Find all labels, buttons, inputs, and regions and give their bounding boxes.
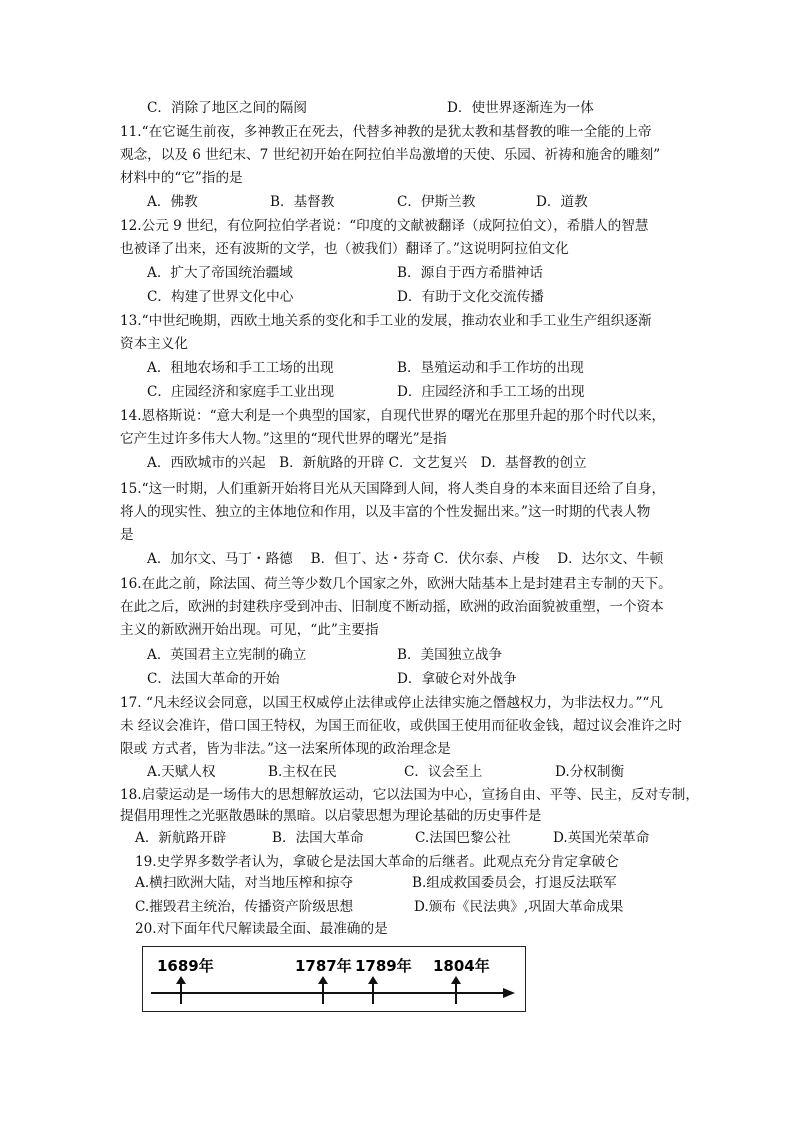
timeline-diagram xyxy=(142,946,526,1012)
timeline-marker-1689 xyxy=(157,957,214,1004)
q16-stem-line-2: 在此之后，欧洲的封建秩序受到冲击、旧制度不断动摇，欧洲的政治面貌被重塑，一个资本 xyxy=(120,599,664,615)
timeline-year-1787: 1787年 xyxy=(295,957,352,975)
q18-stem-line-2: 提倡用理性之光驱散愚昧的黑暗。以启蒙思想为理论基础的历史事件是 xyxy=(120,808,542,824)
q19-option-d: D.颁布《民法典》,巩固大革命成果 xyxy=(414,899,624,915)
q13-option-b: B．垦殖运动和手工作坊的出现 xyxy=(397,360,584,376)
q15-options: A．加尔文、马丁・路德 B．但丁、达・芬奇 C．伏尔泰、卢梭 D．达尔文、牛顿 xyxy=(147,551,664,567)
q11-stem-line-1: 11.“在它诞生前夜，多神教正在死去，代替多神教的是犹太教和基督教的唯一全能的上帝 xyxy=(120,124,652,140)
timeline-marker-1804 xyxy=(433,957,490,1004)
q13-stem-line-1: 13.“中世纪晚期，西欧土地关系的变化和手工业的发展，推动农业和手工业生产组织逐渐 xyxy=(120,313,652,329)
q14-stem-line-2: 它产生过许多伟大人物。”这里的“现代世界的曙光”是指 xyxy=(120,431,447,447)
timeline-year-1804: 1804年 xyxy=(433,957,490,975)
q17-option-b: B.主权在民 xyxy=(268,764,337,780)
q11-option-a: A．佛教 xyxy=(147,194,198,210)
q11-stem-line-2: 观念，以及 6 世纪末、7 世纪初开始在阿拉伯半岛激增的天使、乐园、祈祷和施舍的雕刻” xyxy=(120,147,661,163)
q19-option-b: B.组成救国委员会，打退反法联军 xyxy=(412,875,617,891)
q17-stem-line-3: 限或 方式者，皆为非法。”这一法案所体现的政治理念是 xyxy=(120,741,451,757)
q18-option-d: D.英国光荣革命 xyxy=(553,830,650,846)
q18-option-b: B．法国大革命 xyxy=(272,830,364,846)
q17-option-a: A.天赋人权 xyxy=(147,764,216,780)
q16-option-b: B．美国独立战争 xyxy=(397,647,503,663)
q11-option-c: C．伊斯兰教 xyxy=(397,194,476,210)
q13-option-d: D．庄园经济和手工工场的出现 xyxy=(397,384,585,400)
q13-option-c: C．庄园经济和家庭手工业出现 xyxy=(147,384,335,400)
q18-option-a: A．新航路开辟 xyxy=(135,830,227,846)
q12-option-b: B．源自于西方希腊神话 xyxy=(397,265,543,281)
timeline-marker-1789 xyxy=(355,957,412,1004)
q10-option-c: C．消除了地区之间的隔阂 xyxy=(147,100,307,116)
q20-stem-line-1: 20.对下面年代尺解读最全面、最准确的是 xyxy=(135,921,388,937)
q17-option-c: C．议会至上 xyxy=(404,764,483,780)
q18-stem-line-1: 18.启蒙运动是一场伟大的思想解放运动，它以法国为中心，宣扬自由、平等、民主，反对专制， xyxy=(120,787,699,803)
q11-option-b: B．基督教 xyxy=(270,194,335,210)
q12-option-c: C．构建了世界文化中心 xyxy=(147,289,294,305)
q15-stem-line-1: 15.“这一时期，人们重新开始将目光从天国降到人间，将人类自身的本来面目还给了自身， xyxy=(120,481,666,497)
q15-stem-line-3: 是 xyxy=(120,527,134,543)
timeline-axis-arrowhead xyxy=(503,988,515,998)
q16-option-c: C．法国大革命的开始 xyxy=(147,671,280,687)
q14-stem-line-1: 14.恩格斯说：“意大利是一个典型的国家，自现代世界的曙光在那里升起的那个时代以来， xyxy=(120,408,666,424)
q11-option-d: D．道教 xyxy=(536,194,588,210)
q17-option-d: D.分权制衡 xyxy=(555,764,625,780)
q10-option-d: D．使世界逐渐连为一体 xyxy=(447,100,594,116)
q12-stem-line-1: 12.公元 9 世纪，有位阿拉伯学者说：“印度的文献被翻译（成阿拉伯文），希腊人的智慧 xyxy=(120,218,649,234)
q13-option-a: A．租地农场和手工工场的出现 xyxy=(147,360,334,376)
q17-stem-line-2: 未 经议会准许，借口国王特权，为国王而征收，或供国王使用而征收金钱，超过议会准许之时 xyxy=(120,718,682,734)
q12-option-d: D．有助于文化交流传播 xyxy=(397,289,544,305)
timeline-svg xyxy=(143,947,527,1013)
q16-stem-line-1: 16.在此之前，除法国、荷兰等少数几个国家之外，欧洲大陆基本上是封建君主专制的天下。 xyxy=(120,576,672,592)
q14-options: A．西欧城市的兴起 B．新航路的开辟 C．文艺复兴 D．基督教的创立 xyxy=(147,455,587,471)
q12-stem-line-2: 也被译了出来，还有波斯的文学，也（被我们）翻译了。”这说明阿拉伯文化 xyxy=(120,241,569,257)
q11-stem-line-3: 材料中的“它”指的是 xyxy=(120,170,243,186)
q18-option-c: C.法国巴黎公社 xyxy=(415,830,511,846)
timeline-marker-1787 xyxy=(295,957,352,1004)
timeline-year-1789: 1789年 xyxy=(355,957,412,975)
q16-stem-line-3: 主义的新欧洲开始出现。可见，“此”主要指 xyxy=(120,622,379,638)
q17-stem-line-1: 17. “凡未经议会同意，以国王权威停止法律或停止法律实施之僭越权力，为非法权力。”“凡 xyxy=(120,695,663,711)
q16-option-d: D．拿破仑对外战争 xyxy=(397,671,517,687)
timeline-year-1689: 1689年 xyxy=(157,957,214,975)
q12-option-a: A．扩大了帝国统治疆域 xyxy=(147,265,293,281)
q13-stem-line-2: 资本主义化 xyxy=(120,336,188,352)
q19-option-a: A.横扫欧洲大陆，对当地压榨和掠夺 xyxy=(135,875,354,891)
q19-option-c: C.摧毁君主统治，传播资产阶级思想 xyxy=(135,899,354,915)
q16-option-a: A．英国君主立宪制的确立 xyxy=(147,647,307,663)
q19-stem-line-1: 19.史学界多数学者认为，拿破仑是法国大革命的后继者。此观点充分肯定拿破仑 xyxy=(135,854,619,870)
q15-stem-line-2: 将人的现实性、独立的主体地位和作用，以及丰富的个性发掘出来。”这一时期的代表人物 xyxy=(120,504,651,520)
